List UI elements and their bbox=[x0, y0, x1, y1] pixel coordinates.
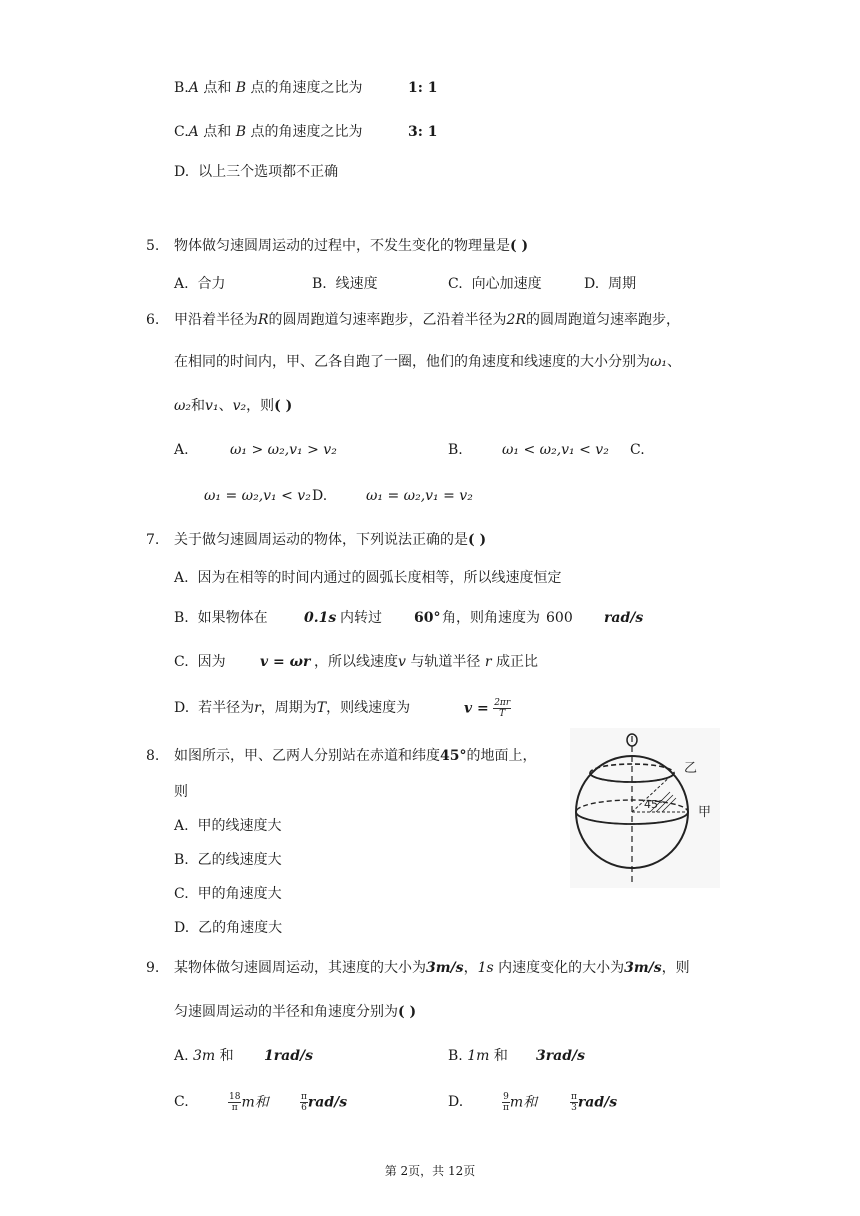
q6-option-a-label: A. bbox=[174, 442, 189, 458]
q4-option-d: D. 以上三个选项都不正确 bbox=[174, 164, 339, 180]
label-jia: 甲 bbox=[698, 805, 712, 820]
page-footer: 第 2页，共 12页 bbox=[384, 1164, 476, 1178]
globe-diagram bbox=[570, 728, 720, 888]
q7-d-fraction: $\frac{2\pi r}{T}$ bbox=[494, 698, 511, 719]
q5-option-c: C. 向心加速度 bbox=[448, 276, 542, 292]
q7-stem: 关于做匀速圆周运动的物体，下列说法正确的是( ) bbox=[174, 532, 487, 548]
angle-label: 45° bbox=[644, 798, 664, 811]
q9-c-omega-fraction: $\frac{\pi}{6}$ bbox=[301, 1092, 307, 1113]
q8-number: 8. bbox=[146, 748, 160, 764]
q9-option-c: C. $\frac{18}{\pi}$ m和 $\frac{\pi}{6}$ rad/s bbox=[174, 1092, 348, 1113]
q4-option-c: C.A 点和 B 点的角速度之比为 3: 1 bbox=[174, 124, 438, 140]
q6-stem-line2: 在相同的时间内，甲、乙各自跑了一圈，他们的角速度和线速度的大小分别为ω₁、 bbox=[174, 354, 682, 370]
q6-stem-line3: ω₂和v₁、v₂，则( ) bbox=[174, 398, 293, 414]
hatch-mark bbox=[662, 798, 676, 812]
label-yi: 乙 bbox=[684, 761, 698, 776]
q9-option-a: A. 3m 和 1rad/s bbox=[174, 1048, 313, 1064]
q9-stem-line2: 匀速圆周运动的半径和角速度分别为( ) bbox=[174, 1004, 417, 1020]
q5-option-b: B. 线速度 bbox=[312, 276, 378, 292]
q8-option-a: A. 甲的线速度大 bbox=[174, 818, 282, 834]
q7-option-a: A. 因为在相等的时间内通过的圆弧长度相等，所以线速度恒定 bbox=[174, 570, 562, 586]
q5-option-a: A. 合力 bbox=[174, 276, 226, 292]
q9-d-radius-fraction: $\frac{9}{\pi}$ bbox=[503, 1092, 509, 1113]
q8-option-b: B. 乙的线速度大 bbox=[174, 852, 282, 868]
q6-option-c: ω₁ = ω₂,v₁ < v₂ bbox=[204, 488, 311, 504]
q9-d-omega-fraction: $\frac{\pi}{3}$ bbox=[571, 1092, 577, 1113]
q9-option-d: D. $\frac{9}{\pi}$ m和 $\frac{\pi}{3}$ rad/s bbox=[448, 1092, 618, 1113]
q8-option-d: D. 乙的角速度大 bbox=[174, 920, 283, 936]
q6-option-c-label: C. bbox=[630, 442, 645, 458]
q7-number: 7. bbox=[146, 532, 160, 548]
q6-stem-line1: 甲沿着半径为R的圆周跑道匀速率跑步，乙沿着半径为2R的圆周跑道匀速率跑步， bbox=[174, 312, 680, 328]
q8-globe-figure bbox=[570, 728, 720, 888]
q5-number: 5. bbox=[146, 238, 160, 254]
q8-stem: 如图所示，甲、乙两人分别站在赤道和纬度45°的地面上， bbox=[174, 748, 537, 764]
q8-option-c: C. 甲的角速度大 bbox=[174, 886, 282, 902]
q7-option-d: D. 若半径为r，周期为T，则线速度为 v = $\frac{2\pi r}{T}$ bbox=[174, 698, 511, 719]
q9-stem-line1: 某物体做匀速圆周运动，其速度的大小为3m/s，1s 内速度变化的大小为3m/s，则 bbox=[174, 960, 690, 976]
q7-option-b: B. 如果物体在 0.1s 内转过 60° 角，则角速度为 600 rad/s bbox=[174, 610, 644, 626]
q6-option-b-label: B. bbox=[448, 442, 463, 458]
q8-stem-then: 则 bbox=[174, 784, 188, 800]
q6-option-a: ω₁ > ω₂,v₁ > v₂ bbox=[230, 442, 337, 458]
q5-option-d: D. 周期 bbox=[584, 276, 637, 292]
q6-option-b: ω₁ < ω₂,v₁ < v₂ bbox=[502, 442, 609, 458]
q7-option-c: C. 因为 v = ωr ，所以线速度v 与轨道半径 r 成正比 bbox=[174, 654, 538, 670]
q4-option-b: B.A 点和 B 点的角速度之比为 1: 1 bbox=[174, 80, 438, 96]
q6-option-d: ω₁ = ω₂,v₁ = v₂ bbox=[366, 488, 473, 504]
q9-option-b: B. 1m 和 3rad/s bbox=[448, 1048, 585, 1064]
q9-c-radius-fraction: $\frac{18}{\pi}$ bbox=[229, 1092, 241, 1113]
q5-stem: 物体做匀速圆周运动的过程中，不发生变化的物理量是( ) bbox=[174, 238, 529, 254]
q9-number: 9. bbox=[146, 960, 160, 976]
q6-option-d-label: D. bbox=[312, 488, 328, 504]
q6-number: 6. bbox=[146, 312, 160, 328]
